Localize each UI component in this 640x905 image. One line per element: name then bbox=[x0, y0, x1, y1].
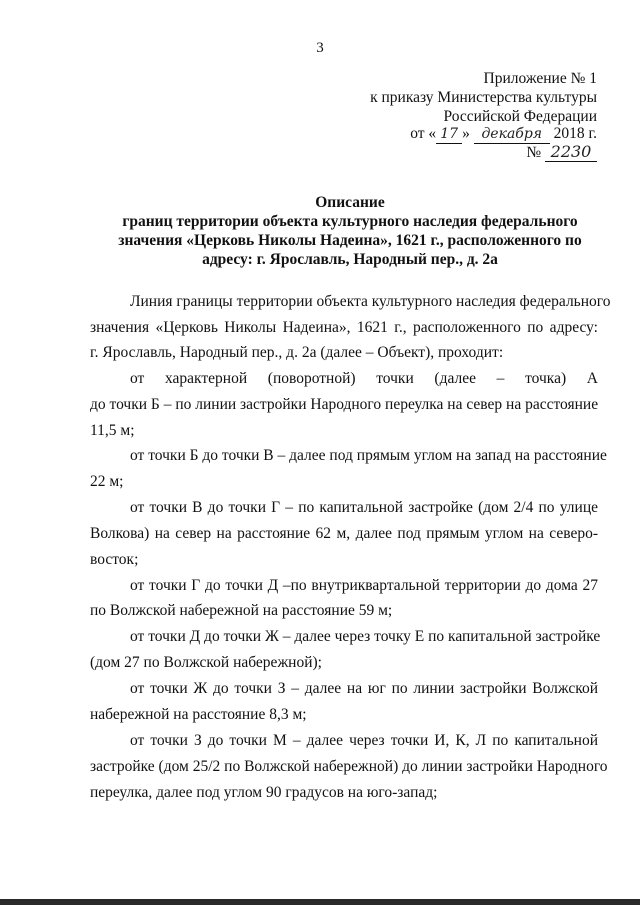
date-year: 2018 г. bbox=[553, 125, 597, 142]
body-line: Волкова) на север на расстояние 62 м, далее под прямым углом на северо- bbox=[90, 525, 598, 542]
number-prefix: № bbox=[526, 144, 542, 161]
date-prefix: от « bbox=[410, 125, 437, 142]
scan-bottom-edge bbox=[0, 899, 640, 905]
date-day-handwritten: 17 bbox=[436, 125, 462, 144]
body-line: от точки Б до точки В – далее под прямым углом на запад на расстояние bbox=[130, 447, 607, 464]
body-line: г. Ярославль, Народный пер., д. 2а (далее – Объект), проходит: bbox=[90, 344, 504, 361]
title-line-3: значения «Церковь Николы Надеина», 1621 г., расположенного по bbox=[118, 232, 582, 249]
date-month-handwritten: декабря bbox=[474, 125, 550, 144]
body-line: переулка, далее под углом 90 градусов на юго-запад; bbox=[90, 784, 438, 801]
annex-line-2: к приказу Министерства культуры bbox=[370, 89, 597, 106]
date-mid: » bbox=[462, 125, 470, 142]
body-line: от точки Г до точки Д –по внутриквартальной территории до дома 27 bbox=[130, 577, 598, 594]
annex-line-3: Российской Федерации bbox=[443, 108, 597, 125]
body-line: от характерной (поворотной) точки (далее – точка) А bbox=[130, 370, 598, 387]
body-line: застройке (дом 25/2 по Волжской набережной) до линии застройки Народного bbox=[90, 758, 608, 775]
body-line: восток; bbox=[90, 551, 139, 568]
body-line: до точки Б – по линии застройки Народного переулка на север на расстояние bbox=[90, 396, 599, 413]
body-line: 11,5 м; bbox=[90, 422, 135, 439]
body-line: по Волжской набережной на расстояние 59 м; bbox=[90, 602, 393, 619]
body-line: от точки Ж до точки З – далее на юг по линии застройки Волжской bbox=[130, 680, 598, 697]
body-line: от точки Д до точки Ж – далее через точку Е по капитальной застройке bbox=[130, 628, 601, 645]
annex-number-line bbox=[526, 143, 597, 162]
number-handwritten: 2230 bbox=[545, 143, 597, 162]
title-line-1: Описание bbox=[315, 194, 385, 211]
title-line-2: границ территории объекта культурного наследия федерального bbox=[122, 213, 578, 230]
body-line: Линия границы территории объекта культурного наследия федерального bbox=[130, 293, 611, 310]
body-line: (дом 27 по Волжской набережной); bbox=[90, 654, 322, 671]
body-line: значения «Церковь Николы Надеина», 1621 г., расположенного по адресу: bbox=[90, 319, 598, 336]
body-line: от точки З до точки М – далее через точки И, К, Л по капитальной bbox=[130, 732, 598, 749]
body-line: 22 м; bbox=[90, 473, 124, 490]
page-number: 3 bbox=[316, 40, 324, 56]
body-line: набережной на расстояние 8,3 м; bbox=[90, 706, 307, 723]
annex-line-1: Приложение № 1 bbox=[483, 70, 597, 87]
body-line: от точки В до точки Г – по капитальной застройке (дом 2/4 по улице bbox=[130, 499, 598, 516]
title-line-4: адресу: г. Ярославль, Народный пер., д. 2а bbox=[202, 251, 498, 268]
